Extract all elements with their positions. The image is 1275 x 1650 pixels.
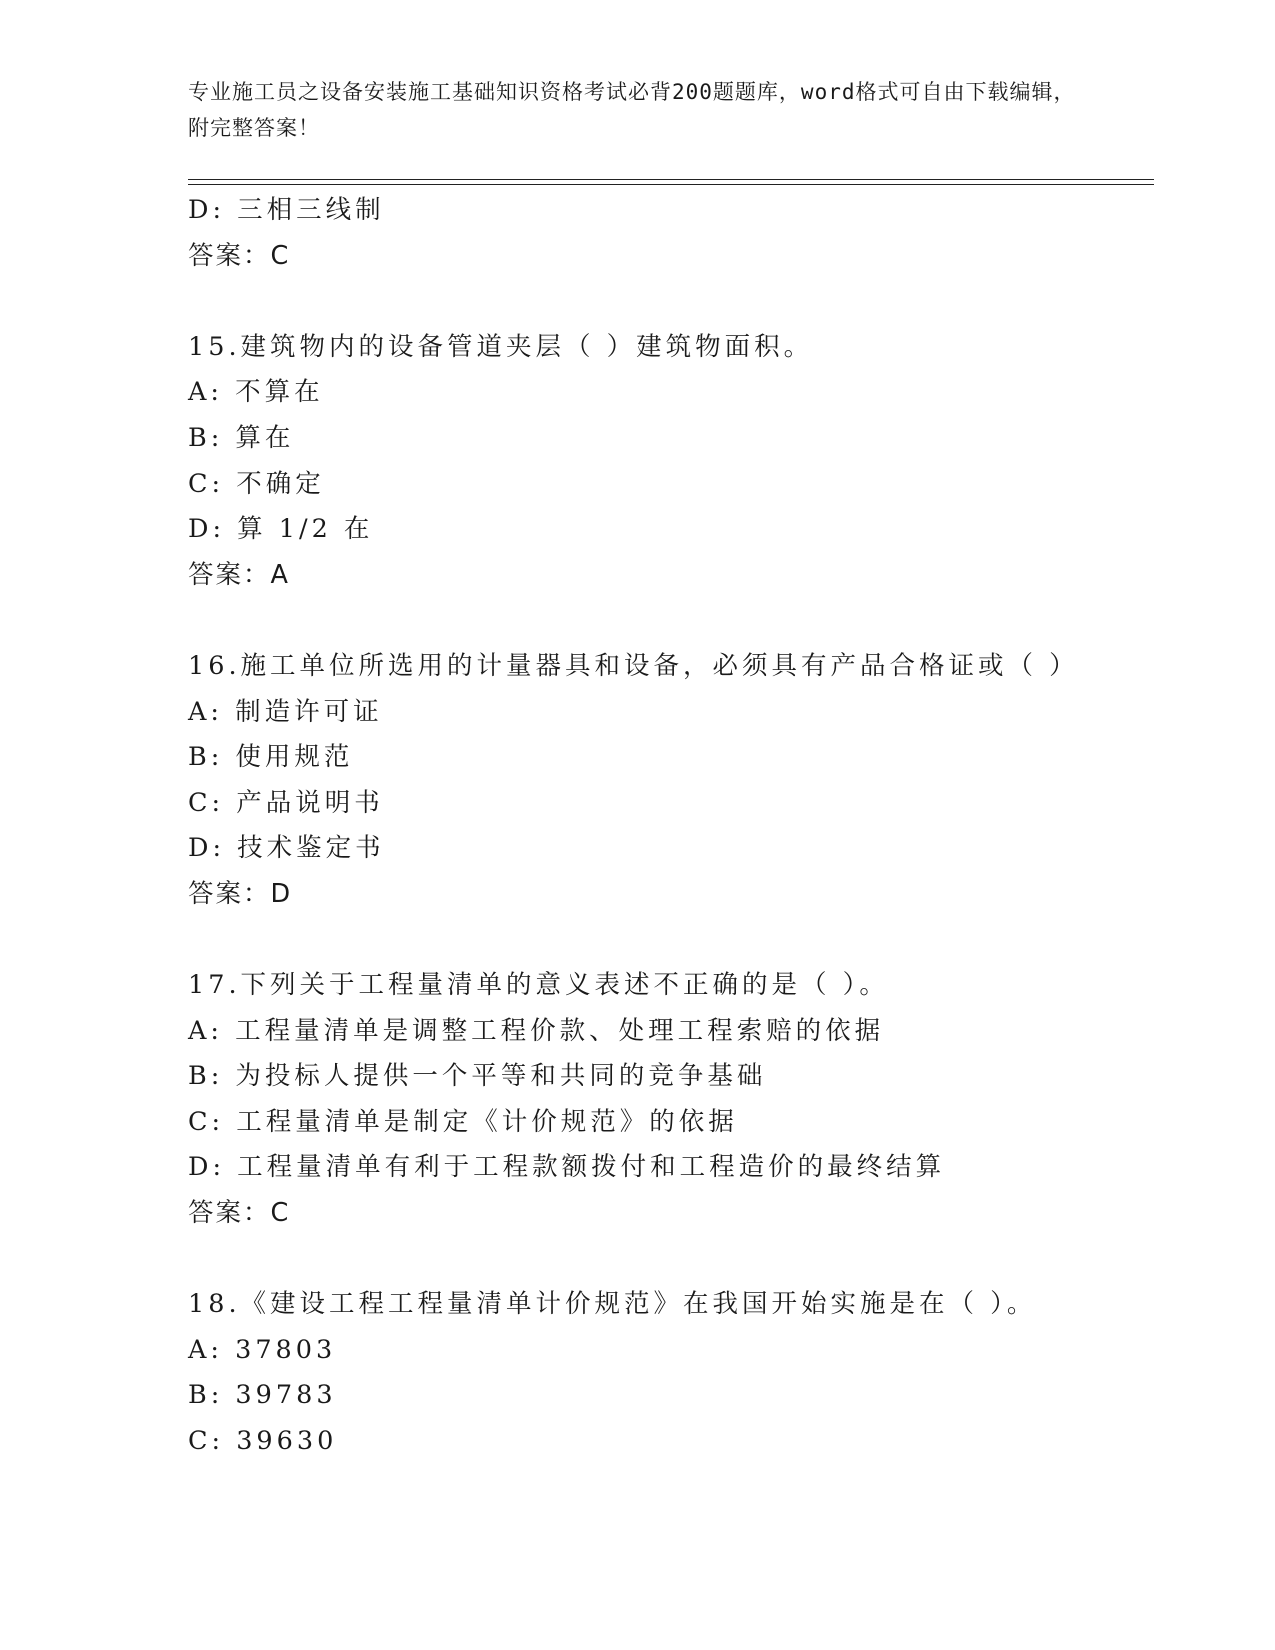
spacer bbox=[188, 1237, 1168, 1283]
question-16-option-b: B: 使用规范 bbox=[188, 742, 354, 773]
question-18-stem: 18.《建设工程工程量清单计价规范》在我国开始实施是在（ ）。 bbox=[188, 1289, 1037, 1320]
spacer bbox=[188, 279, 1168, 325]
question-17-option-a: A: 工程量清单是调整工程价款、处理工程索赔的依据 bbox=[188, 1015, 885, 1046]
question-15-answer: 答案：A bbox=[188, 559, 290, 590]
question-15-option-a: A: 不算在 bbox=[188, 377, 324, 408]
header-divider-bottom bbox=[188, 184, 1154, 185]
question-18-option-a: A: 37803 bbox=[188, 1334, 337, 1365]
question-15-option-d: D: 算 1/2 在 bbox=[188, 514, 374, 545]
question-15-option-b: B: 算在 bbox=[188, 422, 295, 453]
question-16-option-a: A: 制造许可证 bbox=[188, 696, 383, 727]
header-divider-top bbox=[188, 179, 1154, 180]
previous-answer: 答案：C bbox=[188, 240, 291, 271]
question-17-answer: 答案：C bbox=[188, 1198, 291, 1229]
question-17-option-d: D: 工程量清单有利于工程款额拨付和工程造价的最终结算 bbox=[188, 1152, 946, 1183]
question-17-option-b: B: 为投标人提供一个平等和共同的竞争基础 bbox=[188, 1061, 767, 1092]
question-17-option-c: C: 工程量清单是制定《计价规范》的依据 bbox=[188, 1106, 738, 1137]
question-15-stem: 15.建筑物内的设备管道夹层（ ）建筑物面积。 bbox=[188, 331, 814, 362]
question-18-option-c: C: 39630 bbox=[188, 1426, 338, 1457]
question-16-answer: 答案：D bbox=[188, 878, 293, 909]
spacer bbox=[188, 598, 1168, 644]
question-16-stem: 16.施工单位所选用的计量器具和设备，必须具有产品合格证或（ ） bbox=[188, 650, 1079, 681]
question-18-option-b: B: 39783 bbox=[188, 1380, 337, 1411]
previous-option-d: D: 三相三线制 bbox=[188, 195, 385, 225]
question-16-option-d: D: 技术鉴定书 bbox=[188, 833, 385, 864]
spacer bbox=[188, 918, 1168, 964]
question-17-stem: 17.下列关于工程量清单的意义表述不正确的是（ ）。 bbox=[188, 970, 889, 1001]
document-header: 专业施工员之设备安装施工基础知识资格考试必背200题题库，word格式可自由下载编辑，附完整答案！ bbox=[188, 80, 1076, 140]
question-15-option-c: C: 不确定 bbox=[188, 468, 325, 499]
question-16-option-c: C: 产品说明书 bbox=[188, 787, 384, 818]
question-list bbox=[188, 188, 1168, 1465]
